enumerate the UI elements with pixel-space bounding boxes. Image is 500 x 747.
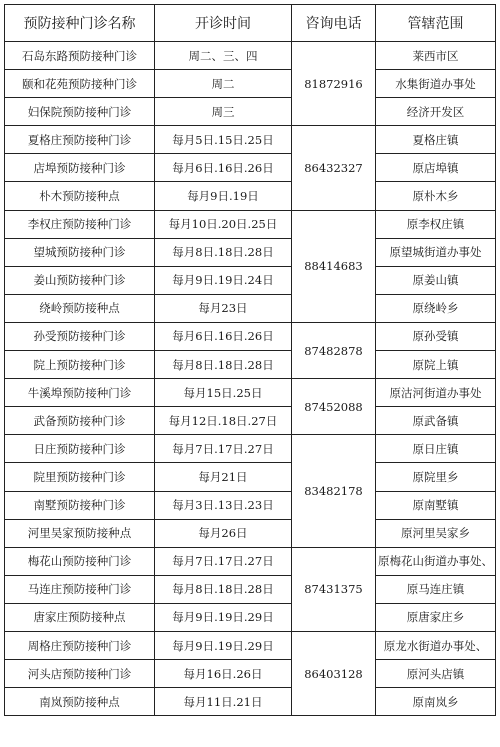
table-row — [5, 182, 496, 210]
phone-cell: 86403128 — [292, 631, 376, 715]
clinic-name-cell: 唐家庄预防接种点 — [5, 603, 155, 631]
jurisdiction-cell: 原望城街道办事处 — [376, 238, 496, 266]
opening-hours-cell: 每月7日.17日.27日 — [155, 547, 292, 575]
clinic-name-cell: 颐和花苑预防接种门诊 — [5, 70, 155, 98]
jurisdiction-cell: 经济开发区 — [376, 98, 496, 126]
jurisdiction-cell: 水集街道办事处 — [376, 70, 496, 98]
table-row — [5, 322, 496, 350]
clinic-name-cell: 姜山预防接种门诊 — [5, 266, 155, 294]
table-body — [5, 42, 496, 716]
opening-hours-cell: 每月9日.19日.29日 — [155, 631, 292, 659]
phone-cell: 88414683 — [292, 210, 376, 322]
header-opening-hours: 开诊时间 — [155, 5, 292, 42]
table-row — [5, 154, 496, 182]
table-row — [5, 435, 496, 463]
table-row — [5, 688, 496, 716]
table-row — [5, 266, 496, 294]
opening-hours-cell: 周三 — [155, 98, 292, 126]
jurisdiction-cell: 原河里吴家乡 — [376, 519, 496, 547]
clinic-name-cell: 河头店预防接种门诊 — [5, 660, 155, 688]
jurisdiction-cell: 原日庄镇 — [376, 435, 496, 463]
opening-hours-cell: 每月9日.19日 — [155, 182, 292, 210]
jurisdiction-cell: 原南墅镇 — [376, 491, 496, 519]
opening-hours-cell: 每月11日.21日 — [155, 688, 292, 716]
clinic-name-cell: 妇保院预防接种门诊 — [5, 98, 155, 126]
opening-hours-cell: 每月23日 — [155, 294, 292, 322]
jurisdiction-cell: 原姜山镇 — [376, 266, 496, 294]
clinic-name-cell: 河里吴家预防接种点 — [5, 519, 155, 547]
clinic-name-cell: 南墅预防接种门诊 — [5, 491, 155, 519]
opening-hours-cell: 周二 — [155, 70, 292, 98]
table-row — [5, 126, 496, 154]
opening-hours-cell: 每月8日.18日.28日 — [155, 238, 292, 266]
clinic-name-cell: 周格庄预防接种门诊 — [5, 631, 155, 659]
opening-hours-cell: 每月16日.26日 — [155, 660, 292, 688]
phone-cell: 83482178 — [292, 435, 376, 547]
jurisdiction-cell: 原梅花山街道办事处、 — [376, 547, 496, 575]
table-row — [5, 603, 496, 631]
opening-hours-cell: 周二、三、四 — [155, 42, 292, 70]
phone-cell: 86432327 — [292, 126, 376, 210]
table-row — [5, 463, 496, 491]
header-phone: 咨询电话 — [292, 5, 376, 42]
clinic-name-cell: 牛溪埠预防接种门诊 — [5, 379, 155, 407]
clinic-name-cell: 武备预防接种门诊 — [5, 407, 155, 435]
table-row — [5, 294, 496, 322]
opening-hours-cell: 每月9日.19日.29日 — [155, 603, 292, 631]
clinic-name-cell: 梅花山预防接种门诊 — [5, 547, 155, 575]
phone-cell: 87452088 — [292, 379, 376, 435]
opening-hours-cell: 每月21日 — [155, 463, 292, 491]
clinic-name-cell: 日庄预防接种门诊 — [5, 435, 155, 463]
jurisdiction-cell: 原店埠镇 — [376, 154, 496, 182]
table-row — [5, 575, 496, 603]
jurisdiction-cell: 原武备镇 — [376, 407, 496, 435]
phone-cell: 87482878 — [292, 322, 376, 378]
header-clinic-name: 预防接种门诊名称 — [5, 5, 155, 42]
opening-hours-cell: 每月9日.19日.24日 — [155, 266, 292, 294]
opening-hours-cell: 每月12日.18日.27日 — [155, 407, 292, 435]
header-jurisdiction: 管辖范围 — [376, 5, 496, 42]
jurisdiction-cell: 原院里乡 — [376, 463, 496, 491]
table-row — [5, 210, 496, 238]
jurisdiction-cell: 原李权庄镇 — [376, 210, 496, 238]
clinic-name-cell: 马连庄预防接种门诊 — [5, 575, 155, 603]
opening-hours-cell: 每月8日.18日.28日 — [155, 351, 292, 379]
opening-hours-cell: 每月3日.13日.23日 — [155, 491, 292, 519]
opening-hours-cell: 每月6日.16日.26日 — [155, 322, 292, 350]
clinic-name-cell: 绕岭预防接种点 — [5, 294, 155, 322]
opening-hours-cell: 每月15日.25日 — [155, 379, 292, 407]
table-row — [5, 70, 496, 98]
table-row — [5, 379, 496, 407]
opening-hours-cell: 每月8日.18日.28日 — [155, 575, 292, 603]
table-row — [5, 519, 496, 547]
jurisdiction-cell: 原河头店镇 — [376, 660, 496, 688]
clinic-name-cell: 望城预防接种门诊 — [5, 238, 155, 266]
jurisdiction-cell: 原龙水街道办事处、 — [376, 631, 496, 659]
jurisdiction-cell: 夏格庄镇 — [376, 126, 496, 154]
table-row — [5, 491, 496, 519]
jurisdiction-cell: 原南岚乡 — [376, 688, 496, 716]
header-row — [5, 5, 496, 42]
jurisdiction-cell: 原马连庄镇 — [376, 575, 496, 603]
jurisdiction-cell: 原唐家庄乡 — [376, 603, 496, 631]
opening-hours-cell: 每月7日.17日.27日 — [155, 435, 292, 463]
jurisdiction-cell: 原院上镇 — [376, 351, 496, 379]
clinic-name-cell: 李权庄预防接种门诊 — [5, 210, 155, 238]
table-row — [5, 547, 496, 575]
clinic-name-cell: 南岚预防接种点 — [5, 688, 155, 716]
table-row — [5, 98, 496, 126]
phone-cell: 81872916 — [292, 42, 376, 126]
table-row — [5, 407, 496, 435]
opening-hours-cell: 每月10日.20日.25日 — [155, 210, 292, 238]
clinic-name-cell: 孙受预防接种门诊 — [5, 322, 155, 350]
opening-hours-cell: 每月6日.16日.26日 — [155, 154, 292, 182]
clinic-name-cell: 石岛东路预防接种门诊 — [5, 42, 155, 70]
phone-cell: 87431375 — [292, 547, 376, 631]
clinic-name-cell: 院上预防接种门诊 — [5, 351, 155, 379]
clinic-name-cell: 夏格庄预防接种门诊 — [5, 126, 155, 154]
opening-hours-cell: 每月5日.15日.25日 — [155, 126, 292, 154]
jurisdiction-cell: 原朴木乡 — [376, 182, 496, 210]
jurisdiction-cell: 原孙受镇 — [376, 322, 496, 350]
table-row — [5, 631, 496, 659]
table-row — [5, 351, 496, 379]
clinic-name-cell: 朴木预防接种点 — [5, 182, 155, 210]
vaccination-clinic-table — [4, 4, 496, 716]
jurisdiction-cell: 原绕岭乡 — [376, 294, 496, 322]
clinic-name-cell: 店埠预防接种门诊 — [5, 154, 155, 182]
table-row — [5, 660, 496, 688]
opening-hours-cell: 每月26日 — [155, 519, 292, 547]
jurisdiction-cell: 原沽河街道办事处 — [376, 379, 496, 407]
table-row — [5, 42, 496, 70]
table-row — [5, 238, 496, 266]
clinic-name-cell: 院里预防接种门诊 — [5, 463, 155, 491]
jurisdiction-cell: 莱西市区 — [376, 42, 496, 70]
